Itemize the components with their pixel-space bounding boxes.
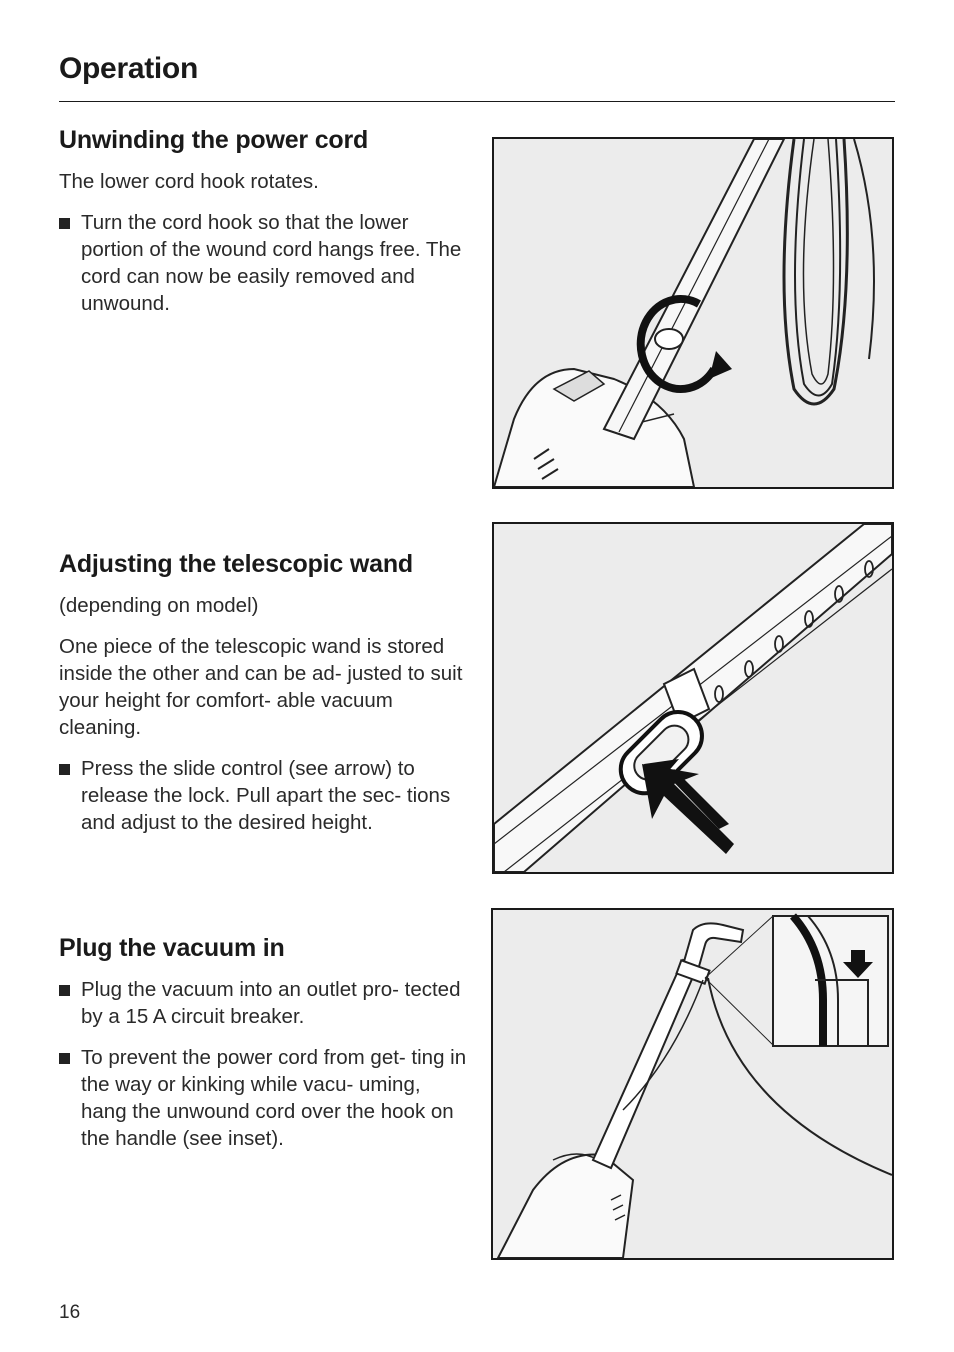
bullet-text: Plug the vacuum into an outlet pro- tected by a 15 A circuit breaker. xyxy=(81,978,461,1028)
section-paragraph: (depending on model) xyxy=(59,594,259,617)
bullet-item xyxy=(59,976,469,1030)
cord-hook-illustration xyxy=(492,137,894,489)
bullet-text: Turn the cord hook so that the lower portion of the wound cord hangs free. The cord can now be easily removed and unwound. xyxy=(81,211,462,315)
section-paragraph: The lower cord hook rotates. xyxy=(59,170,319,193)
bullet-text: Press the slide control (see arrow) to release the lock. Pull apart the sec- tions and adjust to the desired height. xyxy=(81,757,451,834)
bullet-square-icon xyxy=(59,1053,70,1064)
section-telescopic-wand xyxy=(59,548,469,850)
bullet-square-icon xyxy=(59,218,70,229)
bullet-square-icon xyxy=(59,985,70,996)
page-title: Operation xyxy=(59,52,198,85)
section-heading: Unwinding the power cord xyxy=(59,126,369,154)
bullet-item xyxy=(59,755,469,836)
bullet-item xyxy=(59,209,469,317)
bullet-item xyxy=(59,1044,469,1152)
bullet-square-icon xyxy=(59,764,70,775)
page-number: 16 xyxy=(59,1302,81,1323)
bullet-text: To prevent the power cord from get- ting in the way or kinking while vacu- uming, hang the unwound cord over the hook on the handle (see inset). xyxy=(81,1046,467,1150)
telescopic-wand-illustration xyxy=(492,522,894,874)
title-divider xyxy=(59,101,895,102)
vacuum-plug-illustration xyxy=(491,908,894,1260)
section-heading: Plug the vacuum in xyxy=(59,934,285,962)
section-plug-in xyxy=(59,932,469,1166)
section-paragraph: One piece of the telescopic wand is stored inside the other and can be ad- justed to suit your height for comfort- able vacuum cleaning. xyxy=(59,635,463,739)
section-unwinding-cord xyxy=(59,124,469,331)
section-heading: Adjusting the telescopic wand xyxy=(59,550,413,578)
